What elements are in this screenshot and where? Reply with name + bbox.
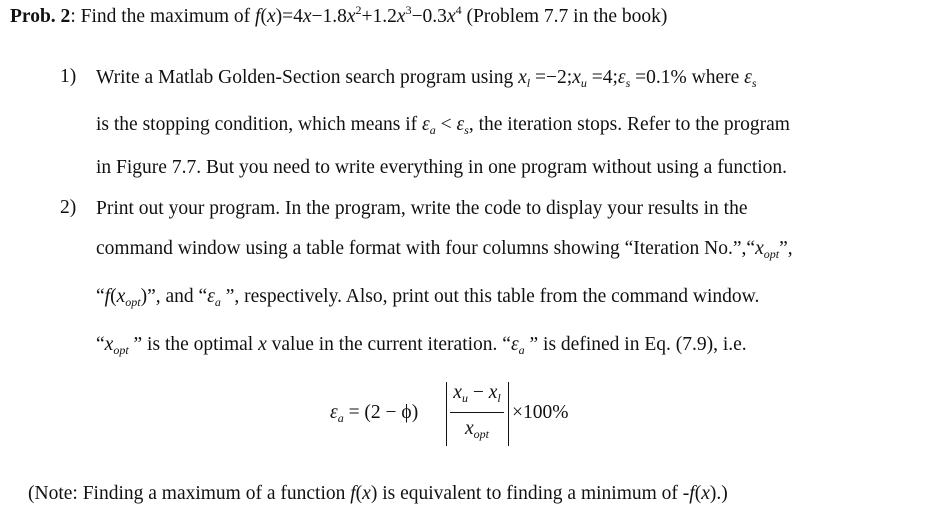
problem-prompt: : Find the maximum of [70,6,256,27]
abs-bar-left [446,382,447,446]
equation-denominator: $x_{opt}$ [465,418,489,441]
item-2-line-2: command window using a table format with four columns showing “Iteration $No.”,“x_{opt}$”, [96,238,793,261]
equation-numerator: $x_u - x_l$ [453,382,501,405]
equation-7-9 [330,380,590,450]
item-2-line-3: “$f(x_{opt})$”, and “$\varepsilon_a$ ”, respectively. Also, print out this table from the command window. [96,286,760,309]
equation-lhs: $\varepsilon_a = (2 - \phi)$ [330,402,419,425]
item-1-line-2: is the stopping condition, which means if $\varepsilon_a < \varepsilon_s$, the iteration stops. Refer to the program [96,114,790,137]
problem-reference: (Problem 7.7 in the book) [461,6,668,27]
item-1-line-1: Write a Matlab Golden-Section search program using $x_l$ $=-2;x_u$ $=4;\varepsilon_s =0.1\%$ where $\varepsilon_s$ [96,67,757,90]
item-2-line-4: “$x_{opt}$ ” is the optimal x value in the current iteration. “$\varepsilon_a$ ” is defined in Eq. (7.9), i.e. [96,334,747,357]
note: (Note: Finding a maximum of a function f(x) is equivalent to finding a minimum of -f(x).) [28,483,728,504]
item-2-line-1: Print out your program. In the program, write the code to display your results in the [96,198,748,219]
item-2-number: 2) [60,197,77,218]
item-1-number: 1) [60,66,77,87]
abs-bar-right [508,382,509,446]
problem-title: Prob. 2: Find the maximum of $f(x)=4x-1.8x^2+1.2x^3-0.3x^4$ (Problem 7.7 in the book) [10,3,668,27]
fraction-bar [450,412,504,413]
problem-function: f [255,6,261,27]
problem-label: Prob. 2 [10,6,71,27]
item-1-line-3: in Figure 7.7. But you need to write everything in one program without using a function. [96,157,788,178]
equation-tail: ×100% [512,402,569,423]
